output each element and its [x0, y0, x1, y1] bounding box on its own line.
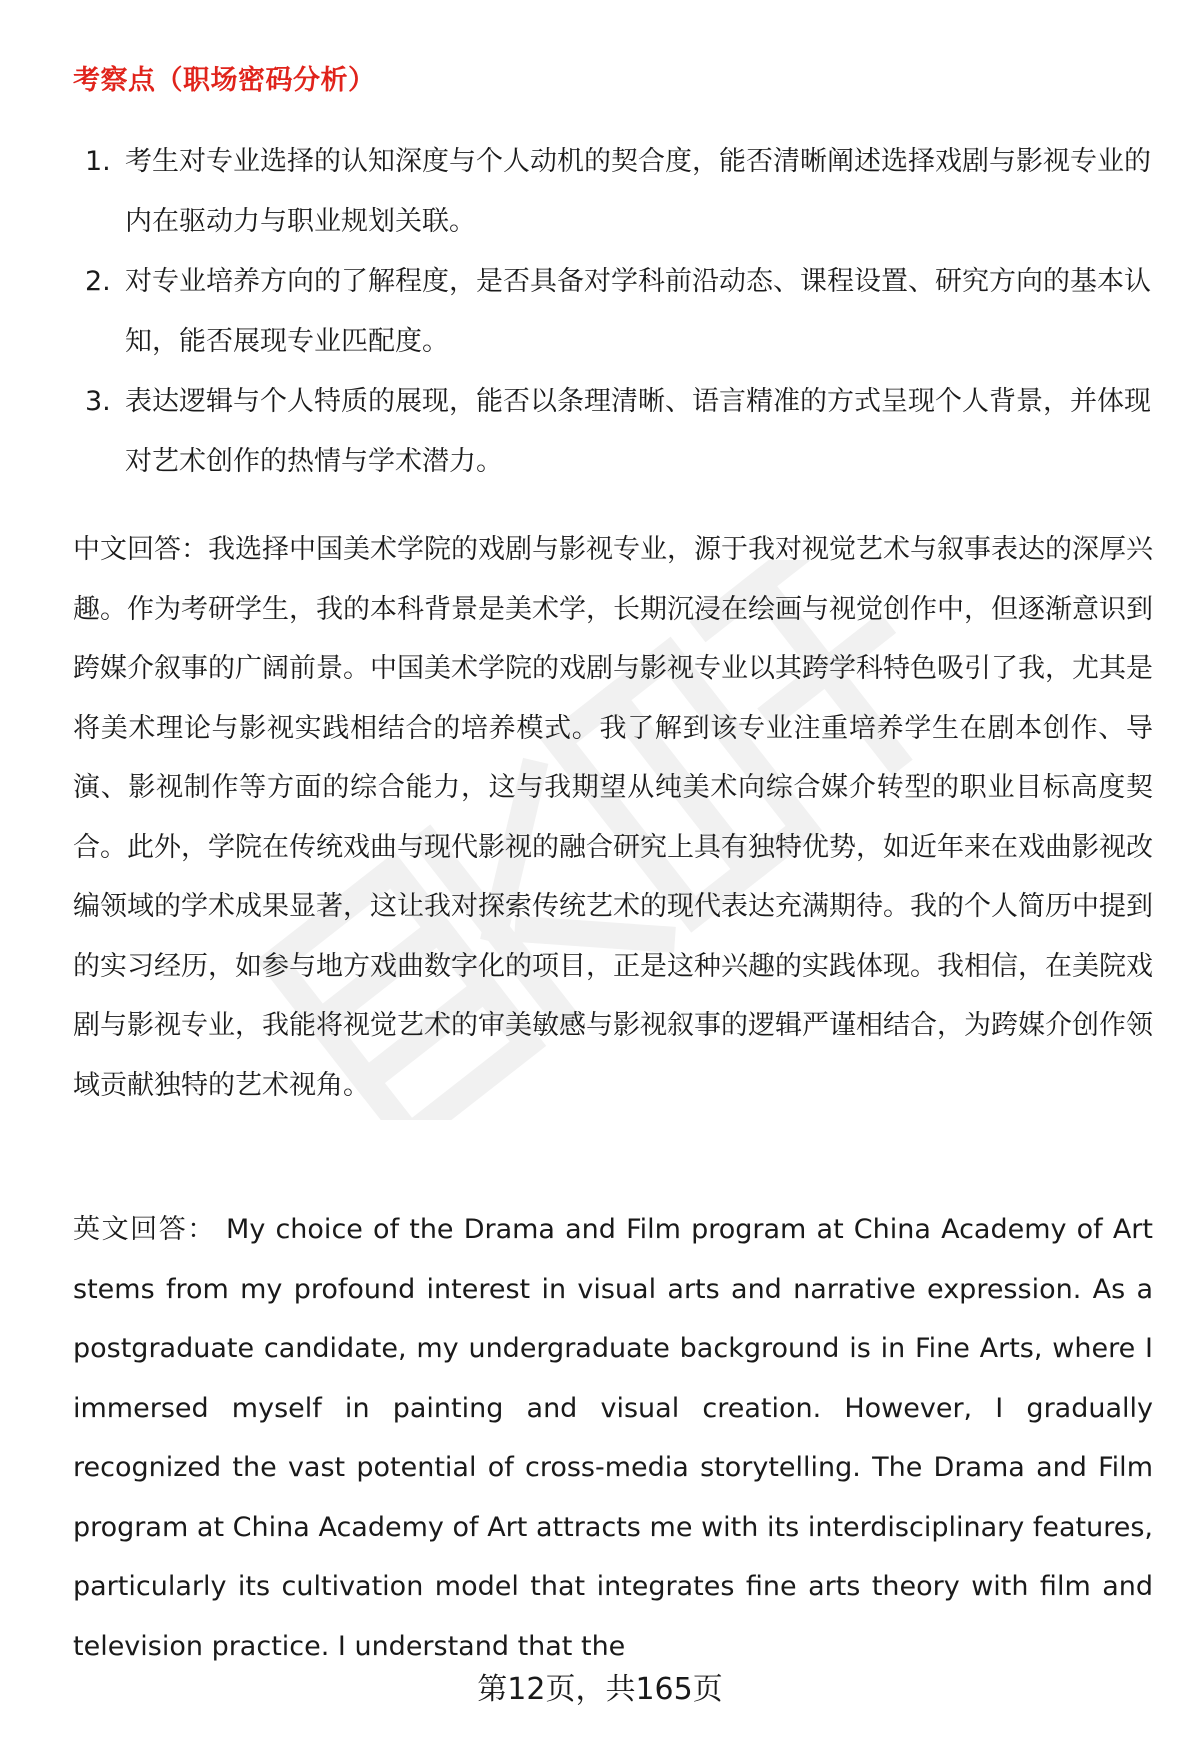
page-number-footer: 第12页，共165页 — [477, 1672, 723, 1707]
chinese-answer-text: 我选择中国美术学院的戏剧与影视专业，源于我对视觉艺术与叙事表达的深厚兴趣。作为考研学生，我的本科背景是美术学，长期沉浸在绘画与视觉创作中，但逐渐意识到跨媒介叙事的广阔前景。中国美术学院的戏剧与影视专业以其跨学科特色吸引了我，尤其是将美术理论与影视实践相结合的培养模式。我了解到该专业注重培养学生在剧本创作、导演、影视制作等方面的综合能力，这与我期望从纯美术向综合媒介转型的职业目标高度契合。此外，学院在传统戏曲与现代影视的融合研究上具有独特优势，如近年来在戏曲影视改编领域的学术成果显著，这让我对探索传统艺术的现代表达充满期待。我的个人简历中提到的实习经历，如参与地方戏曲数字化的项目，正是这种兴趣的实践体现。我相信，在美院戏剧与影视专业，我能将视觉艺术的审美敏感与影视叙事的逻辑严谨相结合，为跨媒介创作领域贡献独特的艺术视角。 — [73, 534, 1153, 1101]
list-item-text: 表达逻辑与个人特质的展现，能否以条理清晰、语言精准的方式呈现个人背景，并体现对艺术创作的热情与学术潜力。 — [125, 386, 1151, 477]
english-answer-label: 英文回答： — [73, 1214, 216, 1245]
list-item — [73, 132, 1153, 252]
assessment-points-list — [73, 132, 1153, 492]
list-item-number: 2. — [85, 266, 111, 297]
chinese-answer — [73, 520, 1153, 1115]
list-item-number: 1. — [85, 146, 111, 177]
list-item-text: 考生对专业选择的认知深度与个人动机的契合度，能否清晰阐述选择戏剧与影视专业的内在驱动力与职业规划关联。 — [125, 146, 1151, 237]
list-item — [73, 252, 1153, 372]
english-answer-text: My choice of the Drama and Film program at China Academy of Art stems from my profound interest in visual arts and narrative expression. As a postgraduate candidate, my undergraduate background is in Fine Arts, where I immersed myself in painting and visual creation. However, I gradually recognized the vast potential of cross-media storytelling. The Drama and Film program at China Academy of Art attracts me with its interdisciplinary features, particularly its cultivation model that integrates fine arts theory with film and television practice. I understand that the — [73, 1214, 1153, 1662]
list-item — [73, 372, 1153, 492]
list-item-number: 3. — [85, 386, 111, 417]
chinese-answer-label: 中文回答： — [73, 534, 208, 565]
english-answer — [73, 1200, 1153, 1676]
section-title: 考察点（职场密码分析） — [73, 65, 376, 96]
list-item-text: 对专业培养方向的了解程度，是否具备对学科前沿动态、课程设置、研究方向的基本认知，能否展现专业匹配度。 — [125, 266, 1151, 357]
